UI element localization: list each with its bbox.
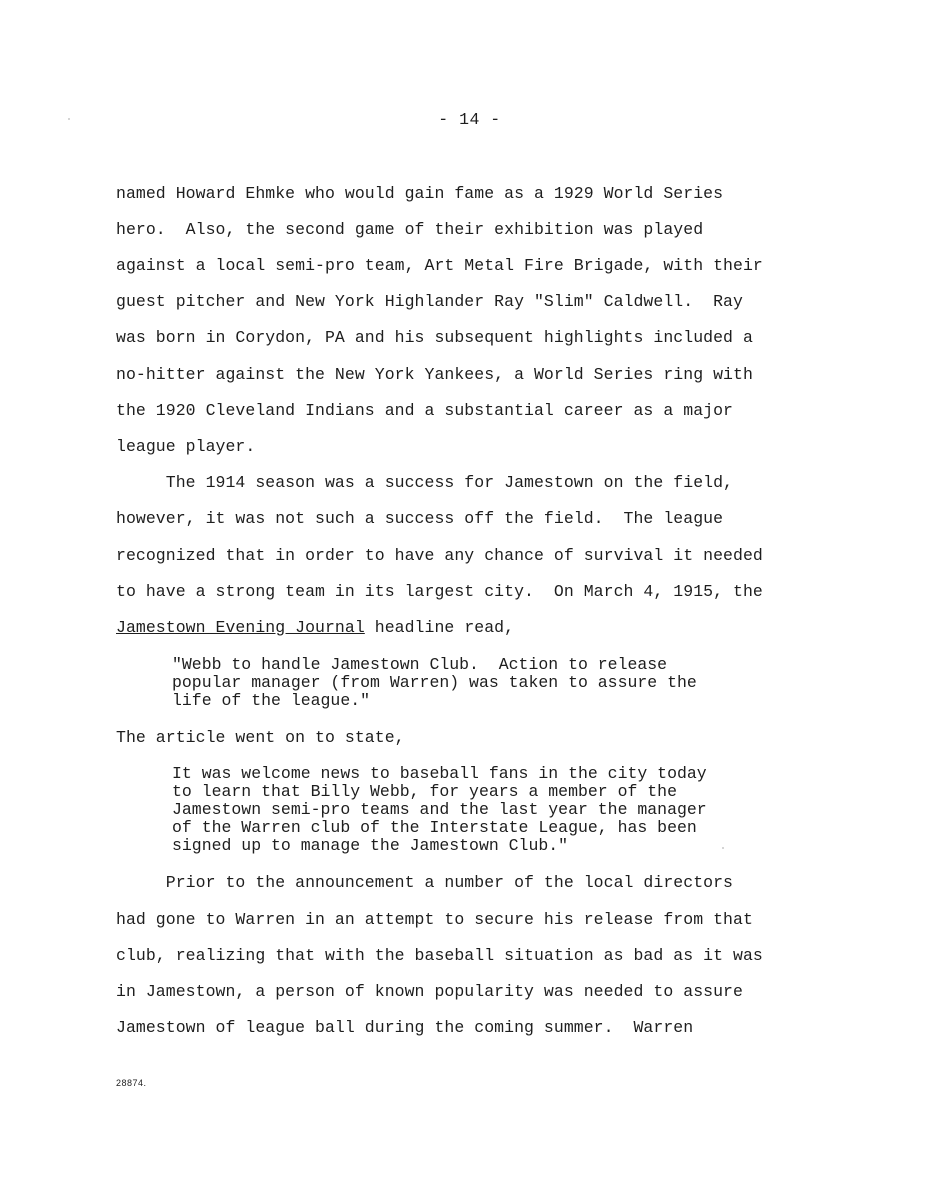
- page-number: - 14 -: [438, 110, 501, 129]
- text-line: guest pitcher and New York Highlander Ray "Slim" Caldwell. Ray: [116, 292, 743, 311]
- quote-line: life of the league.": [172, 691, 371, 710]
- text-line: no-hitter against the New York Yankees, a World Series ring with: [116, 365, 753, 384]
- text-line: was born in Corydon, PA and his subsequent highlights included a: [116, 328, 753, 347]
- text-line: named Howard Ehmke who would gain fame as a 1929 World Series: [116, 184, 724, 203]
- text-line: Jamestown of league ball during the coming summer. Warren: [116, 1018, 694, 1037]
- text-line: league player.: [116, 437, 256, 456]
- scan-speck: [68, 118, 70, 120]
- newspaper-title: Jamestown Evening Journal: [116, 618, 365, 637]
- quote-line: "Webb to handle Jamestown Club. Action to release: [172, 655, 668, 674]
- text-line: the 1920 Cleveland Indians and a substantial career as a major: [116, 401, 733, 420]
- text-line: club, realizing that with the baseball situation as bad as it was: [116, 946, 763, 965]
- quote-line: Jamestown semi-pro teams and the last year the manager: [172, 800, 707, 819]
- text-line: recognized that in order to have any chance of survival it needed: [116, 546, 763, 565]
- text-line: in Jamestown, a person of known popularity was needed to assure: [116, 982, 743, 1001]
- text-line: however, it was not such a success off the field. The league: [116, 509, 724, 528]
- scan-speck: [722, 847, 724, 849]
- quote-line: of the Warren club of the Interstate League, has been: [172, 818, 697, 837]
- text-line-newspaper: [116, 618, 514, 637]
- text-line: hero. Also, the second game of their exhibition was played: [116, 220, 704, 239]
- article-intro: The article went on to state,: [116, 728, 405, 747]
- text-line: The 1914 season was a success for Jamestown on the field,: [116, 473, 733, 492]
- quote-line: signed up to manage the Jamestown Club.": [172, 836, 569, 855]
- document-code: 28874.: [116, 1078, 147, 1088]
- text-line: had gone to Warren in an attempt to secure his release from that: [116, 910, 753, 929]
- quote-line: to learn that Billy Webb, for years a member of the: [172, 782, 677, 801]
- quote-line: It was welcome news to baseball fans in the city today: [172, 764, 707, 783]
- headline-read-text: headline read,: [364, 618, 515, 637]
- quote-line: popular manager (from Warren) was taken to assure the: [172, 673, 697, 692]
- text-line: Prior to the announcement a number of the local directors: [116, 873, 733, 892]
- text-line: to have a strong team in its largest city. On March 4, 1915, the: [116, 582, 763, 601]
- text-line: against a local semi-pro team, Art Metal Fire Brigade, with their: [116, 256, 763, 275]
